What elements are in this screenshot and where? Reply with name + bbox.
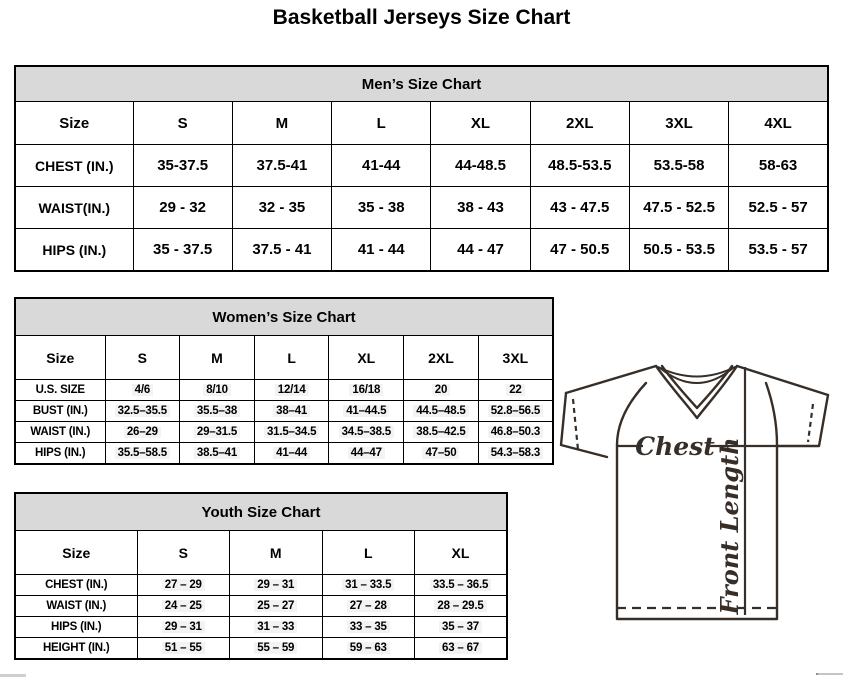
table-row [15, 422, 553, 443]
value-cell: 41-44 [332, 145, 431, 187]
size-column-s: S [133, 102, 232, 145]
table-row [15, 617, 507, 638]
value-cell: 47.5 - 52.5 [629, 187, 728, 229]
value-cell: 35.5–58.5 [105, 443, 180, 465]
size-column-l: L [254, 336, 329, 380]
value-cell: 47 - 50.5 [530, 229, 629, 272]
table-row [15, 401, 553, 422]
size-column-l: L [322, 531, 415, 575]
value-cell: 28 – 29.5 [415, 596, 508, 617]
row-label: WAIST (IN.) [15, 422, 105, 443]
value-cell: 16/18 [329, 380, 404, 401]
value-cell: 33.5 – 36.5 [415, 575, 508, 596]
value-cell: 34.5–38.5 [329, 422, 404, 443]
jersey-diagram-svg [558, 356, 842, 628]
size-header-row [15, 336, 553, 380]
value-cell: 12/14 [254, 380, 329, 401]
value-cell: 38.5–42.5 [404, 422, 479, 443]
value-cell: 27 – 29 [137, 575, 230, 596]
table-row [15, 575, 507, 596]
table-row [15, 596, 507, 617]
value-cell: 43 - 47.5 [530, 187, 629, 229]
womens-size-table [14, 297, 554, 465]
size-column-label: Size [15, 336, 105, 380]
value-cell: 38 - 43 [431, 187, 530, 229]
value-cell: 48.5-53.5 [530, 145, 629, 187]
value-cell: 20 [404, 380, 479, 401]
value-cell: 35 - 37.5 [133, 229, 232, 272]
jersey-left-sleeve [561, 393, 607, 457]
value-cell: 32 - 35 [232, 187, 331, 229]
mens-size-table [14, 65, 829, 272]
size-column-xl: XL [431, 102, 530, 145]
jersey-body-outline [617, 445, 777, 619]
jersey-right-sleeve [777, 395, 828, 446]
size-column-label: Size [15, 531, 137, 575]
value-cell: 8/10 [180, 380, 255, 401]
scrollbar-fragment-left[interactable] [0, 674, 26, 677]
value-cell: 29–31.5 [180, 422, 255, 443]
value-cell: 37.5 - 41 [232, 229, 331, 272]
row-label: CHEST (IN.) [15, 145, 133, 187]
size-column-m: M [230, 531, 323, 575]
size-column-s: S [105, 336, 180, 380]
value-cell: 53.5-58 [629, 145, 728, 187]
value-cell: 41–44 [254, 443, 329, 465]
size-column-2xl: 2XL [404, 336, 479, 380]
value-cell: 53.5 - 57 [729, 229, 828, 272]
table-row [15, 638, 507, 660]
jersey-right-shoulder [737, 366, 828, 395]
size-column-label: Size [15, 102, 133, 145]
size-column-3xl: 3XL [629, 102, 728, 145]
value-cell: 44-48.5 [431, 145, 530, 187]
value-cell: 63 – 67 [415, 638, 508, 660]
value-cell: 50.5 - 53.5 [629, 229, 728, 272]
size-header-row [15, 102, 828, 145]
value-cell: 32.5–35.5 [105, 401, 180, 422]
size-column-2xl: 2XL [530, 102, 629, 145]
table-row [15, 145, 828, 187]
value-cell: 37.5-41 [232, 145, 331, 187]
size-column-3xl: 3XL [478, 336, 553, 380]
youth-size-table [14, 492, 508, 660]
size-column-m: M [180, 336, 255, 380]
value-cell: 47–50 [404, 443, 479, 465]
value-cell: 29 - 32 [133, 187, 232, 229]
row-label: HEIGHT (IN.) [15, 638, 137, 660]
value-cell: 31 – 33 [230, 617, 323, 638]
page-title: Basketball Jerseys Size Chart [272, 6, 571, 29]
value-cell: 33 – 35 [322, 617, 415, 638]
value-cell: 35-37.5 [133, 145, 232, 187]
value-cell: 27 – 28 [322, 596, 415, 617]
row-label: HIPS (IN.) [15, 229, 133, 272]
value-cell: 52.8–56.5 [478, 401, 553, 422]
value-cell: 38–41 [254, 401, 329, 422]
value-cell: 25 – 27 [230, 596, 323, 617]
size-column-s: S [137, 531, 230, 575]
table-title: Women’s Size Chart [15, 298, 553, 336]
row-label: HIPS (IN.) [15, 617, 137, 638]
value-cell: 44 - 47 [431, 229, 530, 272]
row-label: U.S. SIZE [15, 380, 105, 401]
value-cell: 4/6 [105, 380, 180, 401]
size-column-l: L [332, 102, 431, 145]
table-row [15, 380, 553, 401]
value-cell: 55 – 59 [230, 638, 323, 660]
row-label: BUST (IN.) [15, 401, 105, 422]
table-row [15, 443, 553, 465]
value-cell: 44–47 [329, 443, 404, 465]
table-title: Youth Size Chart [15, 493, 507, 531]
table-row [15, 229, 828, 272]
value-cell: 44.5–48.5 [404, 401, 479, 422]
size-column-xl: XL [329, 336, 404, 380]
jersey-left-shoulder [566, 366, 656, 393]
right-cuff-dashed-line [808, 404, 813, 442]
value-cell: 52.5 - 57 [729, 187, 828, 229]
chest-label: Chest [635, 432, 715, 461]
front-length-label: Front Length [715, 437, 744, 615]
value-cell: 54.3–58.3 [478, 443, 553, 465]
value-cell: 35 - 38 [332, 187, 431, 229]
value-cell: 26–29 [105, 422, 180, 443]
size-column-m: M [232, 102, 331, 145]
scrollbar-fragment-right[interactable] [816, 673, 843, 675]
row-label: WAIST(IN.) [15, 187, 133, 229]
left-cuff-dashed-line [573, 399, 578, 450]
value-cell: 22 [478, 380, 553, 401]
row-label: HIPS (IN.) [15, 443, 105, 465]
row-label: WAIST (IN.) [15, 596, 137, 617]
jersey-measurement-diagram [558, 356, 842, 628]
value-cell: 51 – 55 [137, 638, 230, 660]
value-cell: 35 – 37 [415, 617, 508, 638]
size-column-4xl: 4XL [729, 102, 828, 145]
value-cell: 24 – 25 [137, 596, 230, 617]
value-cell: 35.5–38 [180, 401, 255, 422]
value-cell: 29 – 31 [137, 617, 230, 638]
value-cell: 58-63 [729, 145, 828, 187]
table-row [15, 187, 828, 229]
value-cell: 29 – 31 [230, 575, 323, 596]
value-cell: 59 – 63 [322, 638, 415, 660]
value-cell: 31 – 33.5 [322, 575, 415, 596]
value-cell: 38.5–41 [180, 443, 255, 465]
value-cell: 41–44.5 [329, 401, 404, 422]
size-header-row [15, 531, 507, 575]
jersey-right-armhole [766, 383, 777, 445]
value-cell: 31.5–34.5 [254, 422, 329, 443]
value-cell: 46.8–50.3 [478, 422, 553, 443]
table-title: Men’s Size Chart [15, 66, 828, 102]
row-label: CHEST (IN.) [15, 575, 137, 596]
size-column-xl: XL [415, 531, 508, 575]
value-cell: 41 - 44 [332, 229, 431, 272]
